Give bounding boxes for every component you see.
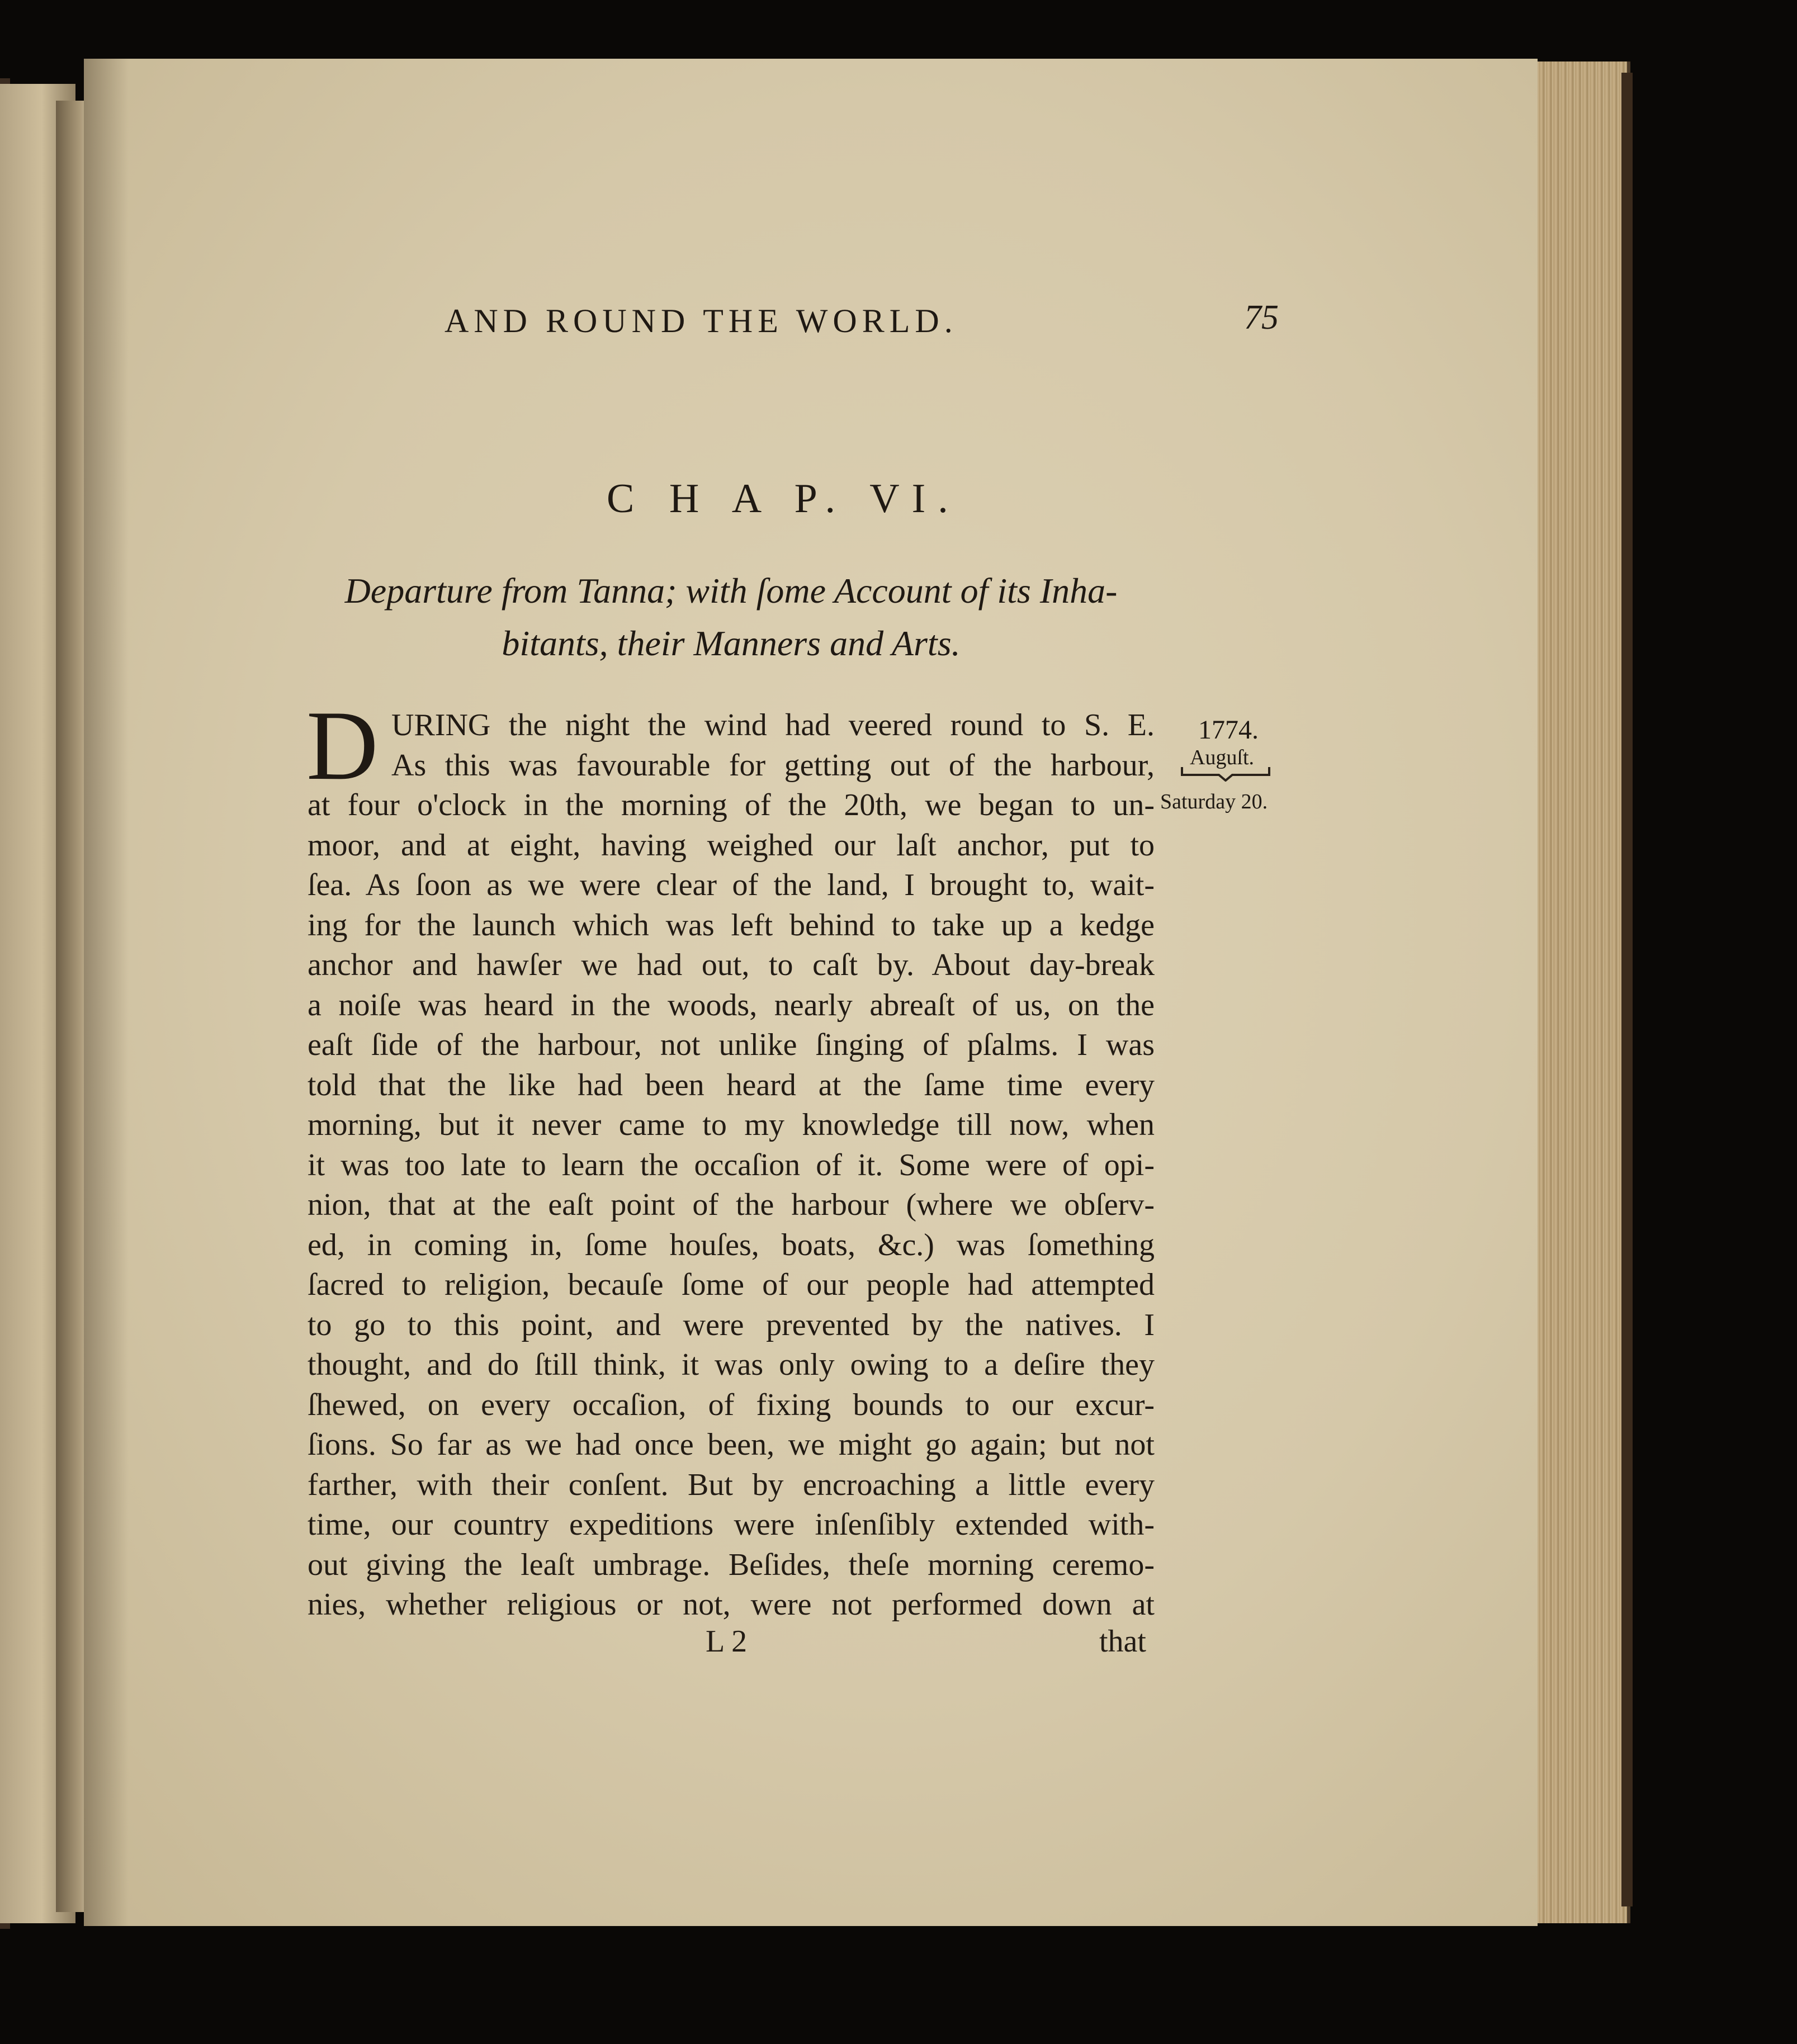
text-line: nies, whether religious or not, were not performed down at xyxy=(308,1587,1155,1622)
text-line: moor, and at eight, having weighed our laſt anchor, put to xyxy=(308,827,1155,863)
signature-mark: L 2 xyxy=(706,1624,748,1659)
text-line: ſea. As ſoon as we were clear of the land, I brought to, wait- xyxy=(308,868,1155,902)
text-line: ing for the launch which was left behind to take up a kedge xyxy=(308,907,1155,943)
text-line: farther, with their conſent. But by encroaching a little every xyxy=(308,1467,1155,1502)
text-line: told that the like had been heard at the ſame time every xyxy=(308,1067,1155,1103)
text-line: at four o'clock in the morning of the 20th, we began to un- xyxy=(308,788,1155,822)
margin-note-year: 1774. xyxy=(1198,715,1259,745)
margin-note-month: Auguſt. xyxy=(1190,746,1255,769)
chapter-subtitle-line-2: bitants, their Manners and Arts. xyxy=(502,623,961,663)
text-line: thought, and do ſtill think, it was only owing to a deſire they xyxy=(308,1347,1155,1382)
text-line: ſhewed, on every occaſion, of fixing bounds to our excur- xyxy=(308,1387,1155,1422)
body-text xyxy=(308,706,1155,1625)
text-line: it was too late to learn the occaſion of it. Some were of opi- xyxy=(308,1147,1155,1182)
chapter-subtitle-line-1: Departure from Tanna; with ſome Account of its Inha- xyxy=(344,571,1118,611)
text-line: ed, in coming in, ſome houſes, boats, &c.) was ſomething xyxy=(308,1227,1155,1262)
running-head: AND ROUND THE WORLD. xyxy=(444,302,958,339)
right-cover-edge xyxy=(1621,73,1633,1906)
margin-note-day: Saturday 20. xyxy=(1160,790,1268,813)
margin-brace-icon xyxy=(1180,765,1272,782)
catchword: that xyxy=(1099,1624,1146,1659)
text-line: a noiſe was heard in the woods, nearly abreaſt of us, on the xyxy=(308,987,1155,1023)
drop-cap: D xyxy=(306,690,379,801)
text-line: ſacred to religion, becauſe ſome of our people had attempted xyxy=(308,1267,1155,1302)
text-line: ſions. So far as we had once been, we might go again; but not xyxy=(308,1427,1155,1462)
text-line: eaſt ſide of the harbour, not unlike ſinging of pſalms. I was xyxy=(308,1028,1155,1062)
text-line: out giving the leaſt umbrage. Beſides, theſe morning ceremo- xyxy=(308,1547,1155,1582)
text-line: anchor and hawſer we had out, to caſt by. About day-break xyxy=(308,948,1155,982)
text-line: nion, that at the eaſt point of the harbour (where we obſerv- xyxy=(308,1187,1155,1222)
text-line: to go to this point, and were prevented by the natives. I xyxy=(308,1307,1155,1342)
text-line: time, our country expeditions were inſenſibly extended with- xyxy=(308,1507,1155,1542)
text-line: As this was favourable for getting out of the harbour, xyxy=(391,747,1155,783)
text-line: URING the night the wind had veered round to S. E. xyxy=(391,708,1155,742)
page-number: 75 xyxy=(1244,299,1279,337)
text-line: morning, but it never came to my knowledge till now, when xyxy=(308,1108,1155,1142)
chapter-title: C H A P. VI. xyxy=(607,476,961,522)
page-gutter-shadow xyxy=(84,59,129,1926)
